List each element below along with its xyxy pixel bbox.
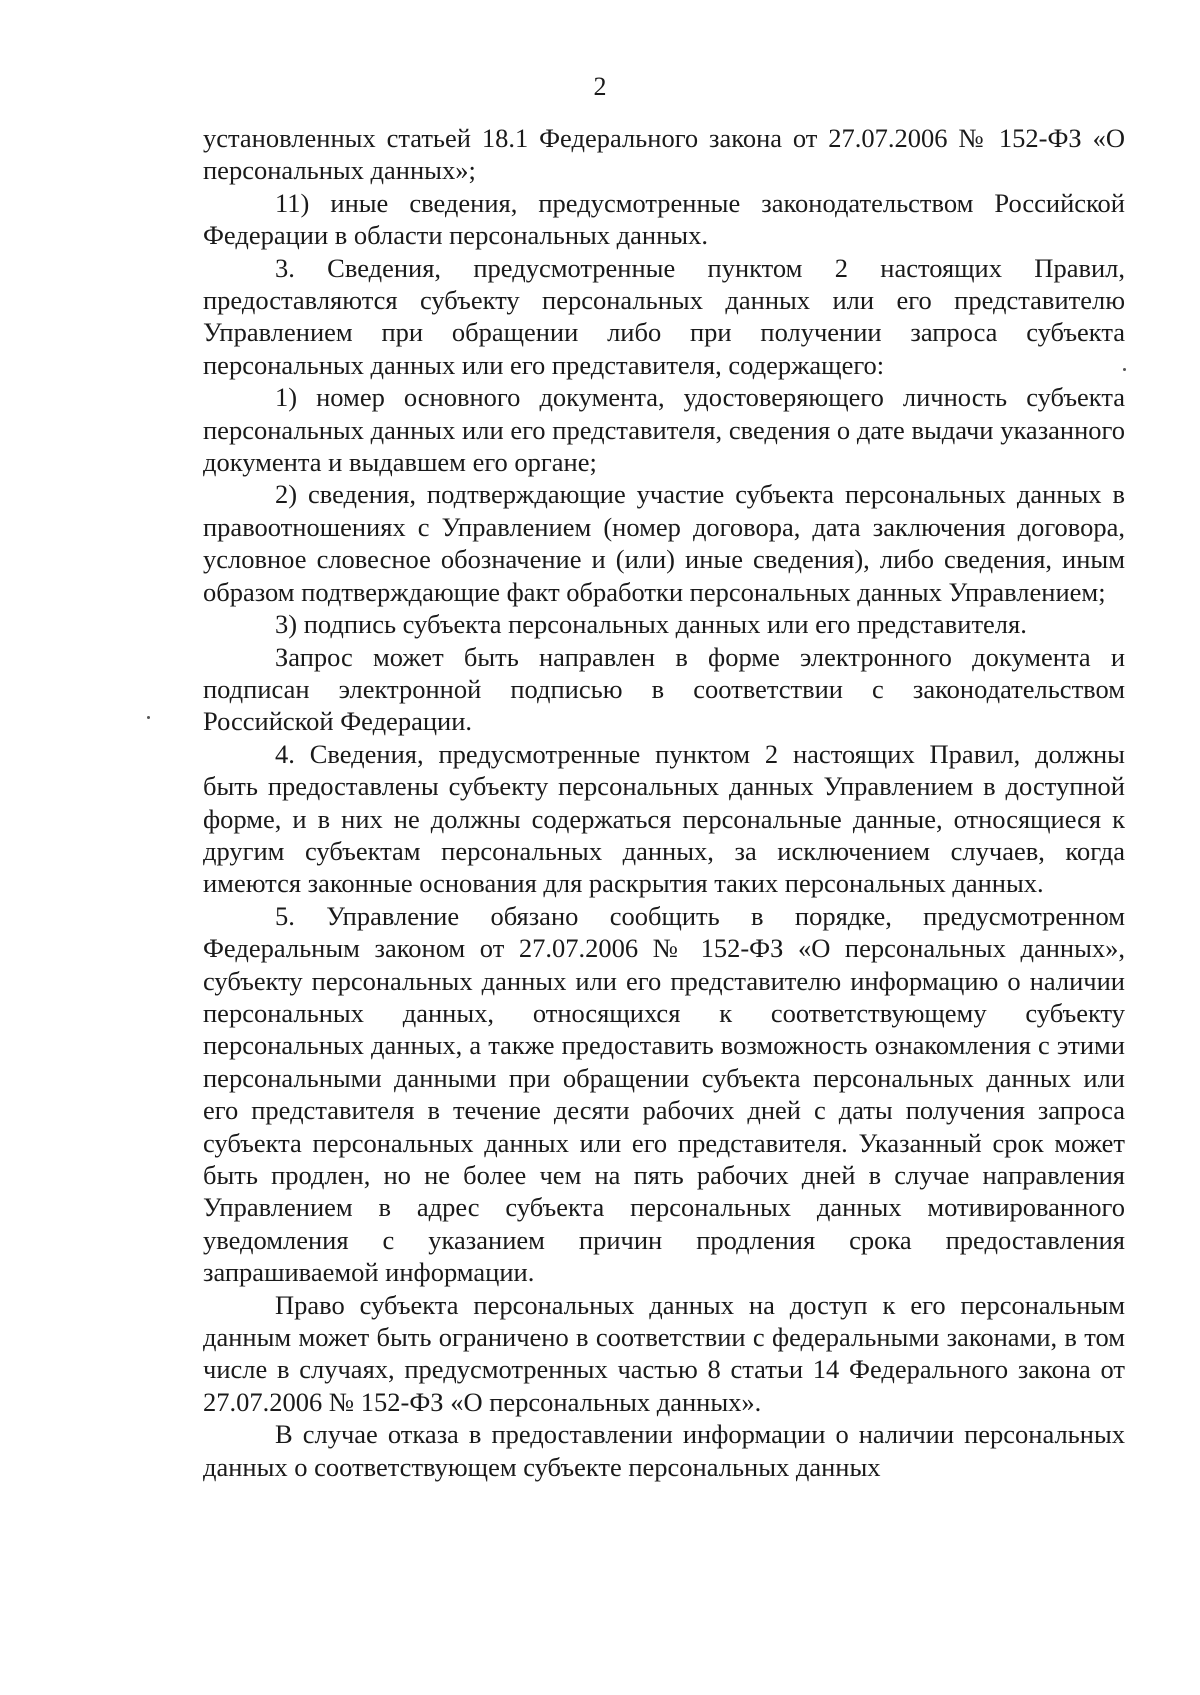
paragraph-item-3: 3) подпись субъекта персональных данных или его представителя. — [275, 609, 1027, 640]
paragraph-clause-5: 5. Управление обязано сообщить в порядке, предусмотренном Федеральным законом от 27.07.2006 № 152-ФЗ «О персональных данных», субъекту персональных данных или его представителю информацию о наличии персональных данных, относящихся к соответствующему субъекту персональных данных, а также предоставить возможность ознакомления с этими персональными данными при обращении субъекта персональных данных или его представителя в течение десяти рабочих дней с даты получения запроса субъекта персональных данных или его представителя. Указанный срок может быть продлен, но не более чем на пять рабочих дней в случае направления Управлением в адрес субъекта персональных данных мотивированного уведомления с указанием причин продления срока предоставления запрашиваемой информации. — [203, 900, 1125, 1288]
page-number: 2 — [593, 72, 607, 101]
paragraph-access-restriction: Право субъекта персональных данных на доступ к его персональным данным может быть ограничено в соответствии с федеральными законами, в том числе в случаях, предусмотренных частью 8 статьи 14 Федерального закона от 27.07.2006 № 152-ФЗ «О персональных данных». — [203, 1289, 1125, 1417]
paragraph-item-11: 11) иные сведения, предусмотренные законодательством Российской Федерации в области персональных данных. — [203, 187, 1125, 251]
scan-speck — [1123, 368, 1126, 371]
paragraph-continuation: установленных статьей 18.1 Федерального закона от 27.07.2006 № 152-ФЗ «О персональных данных»; — [203, 123, 1125, 186]
paragraph-clause-4: 4. Сведения, предусмотренные пунктом 2 настоящих Правил, должны быть предоставлены субъекту персональных данных Управлением в доступной форме, и в них не должны содержаться персональные данные, относящиеся к другим субъектам персональных данных, за исключением случаев, когда имеются законные основания для раскрытия таких персональных данных. — [203, 738, 1125, 899]
paragraph-item-2: 2) сведения, подтверждающие участие субъекта персональных данных в правоотношениях с Управлением (номер договора, дата заключения договора, условное словесное обозначение и (или) иные сведения), либо сведения, иным образом подтверждающие факт обработки персональных данных Управлением; — [203, 479, 1125, 607]
paragraph-electronic-request: Запрос может быть направлен в форме электронного документа и подписан электронной подписью в соответствии с законодательством Российской Федерации. — [203, 641, 1125, 737]
paragraph-refusal: В случае отказа в предоставлении информации о наличии персональных данных о соответствующем субъекте персональных данных — [203, 1419, 1125, 1482]
paragraph-clause-3: 3. Сведения, предусмотренные пунктом 2 настоящих Правил, предоставляются субъекту персональных данных или его представителю Управлением при обращении либо при получении запроса субъекта персональных данных или его представителя, содержащего: — [203, 252, 1125, 380]
paragraph-item-1: 1) номер основного документа, удостоверяющего личность субъекта персональных данных или его представителя, сведения о дате выдачи указанного документа и выдавшем его органе; — [203, 382, 1125, 478]
scan-speck — [147, 716, 150, 719]
document-body — [203, 122, 1125, 1483]
